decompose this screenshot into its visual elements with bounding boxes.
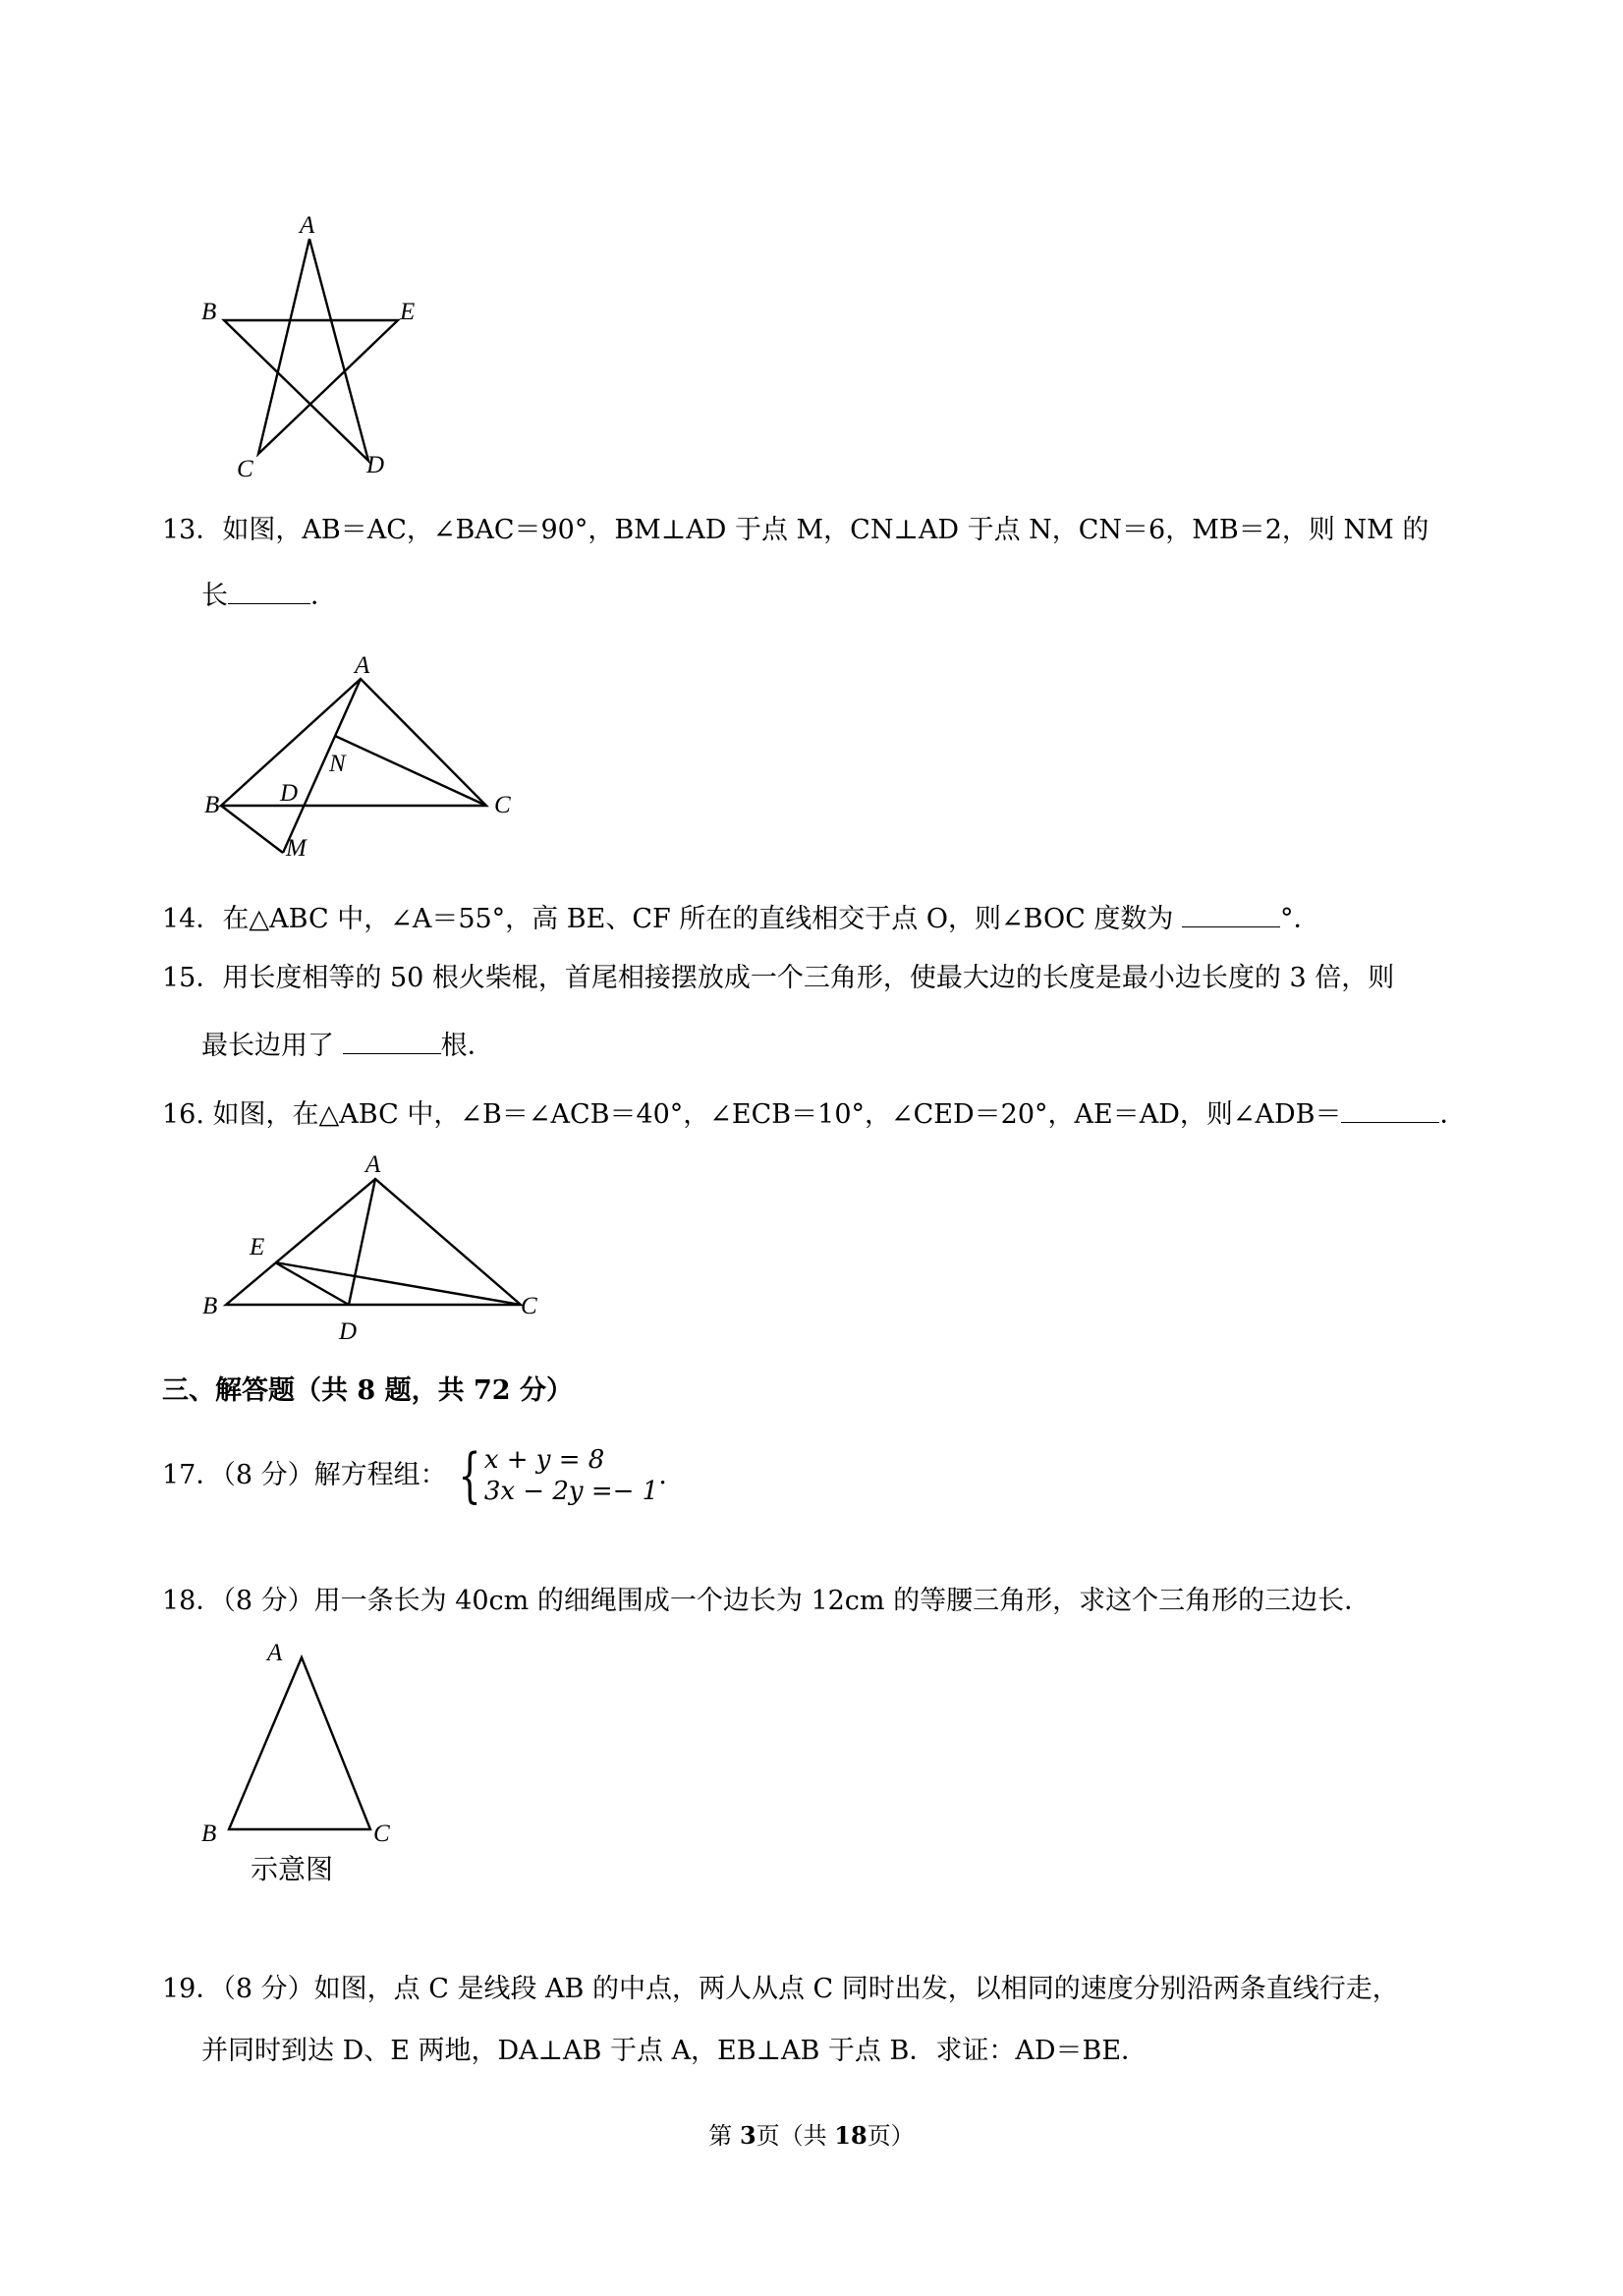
question-19-line2: 并同时到达 D、E 两地，DA⊥AB 于点 A，EB⊥AB 于点 B．求证：AD＝BE． [201,2036,1148,2066]
q13-suffix: ． [310,581,337,611]
label-a: A [300,212,315,239]
footer-middle: 页（共 [756,2122,835,2150]
page-footer [0,2116,1623,2151]
label-c: C [521,1293,537,1319]
isosceles-triangle [229,1657,370,1829]
q15-prefix: 最长边用了 [201,1031,343,1061]
star-outline [224,239,398,461]
line-cn [335,736,486,806]
q16-suffix: ． [1439,1099,1467,1130]
answer-blank-16[interactable] [1341,1094,1439,1123]
question-13-line1: 13．如图，AB＝AC，∠BAC＝90°，BM⊥AD 于点 M，CN⊥AD 于点 N，CN＝6，MB＝2，则 NM 的 [162,515,1429,545]
label-b: B [204,792,220,818]
label-c: C [373,1820,390,1847]
star-figure [192,211,447,486]
question-19-line1: 19．（8 分）如图，点 C 是线段 AB 的中点，两人从点 C 同时出发，以相同的速度分别沿两条直线行走， [162,1974,1399,2004]
figure-caption: 示意图 [251,1853,334,1885]
label-d: D [366,452,385,478]
label-d: D [339,1318,358,1345]
answer-blank-13[interactable] [228,576,310,604]
equation-2: 3x − 2y =− 1 [483,1477,659,1506]
q13-figure [201,644,535,869]
total-pages: 18 [834,2121,867,2150]
equation-1: x + y = 8 [483,1445,605,1475]
q16-figure [196,1145,560,1351]
answer-blank-14[interactable] [1182,899,1280,927]
question-15-line1: 15．用长度相等的 50 根火柴棍，首尾相接摆放成一个三角形，使最大边的长度是最小边长度的 3 倍，则 [162,963,1395,993]
label-c: C [237,456,253,482]
label-d: D [280,780,299,807]
q13-prefix: 长 [201,581,228,611]
label-b: B [201,299,217,325]
q16-prefix: 16. 如图，在△ABC 中，∠B＝∠ACB＝40°，∠ECB＝10°，∠CED＝20°，AE＝AD，则∠ADB＝ [162,1099,1342,1130]
question-13-line2 [201,576,337,614]
label-a: A [355,652,370,679]
q15-suffix: 根． [440,1031,494,1061]
footer-prefix: 第 [708,2122,740,2150]
q17-suffix: . [658,1460,667,1490]
label-n: N [329,751,346,777]
label-b: B [202,1293,218,1319]
label-b: B [201,1820,217,1847]
label-a: A [267,1640,283,1666]
q17-prefix: 17．（8 分）解方程组： [162,1460,447,1490]
question-17 [162,1441,667,1510]
question-15-line2 [201,1026,494,1064]
question-14 [162,899,1319,937]
q14-suffix: °． [1279,904,1320,934]
line-ad-extended [283,679,361,853]
label-c: C [494,792,511,818]
equation-system: { x + y = 8 3x − 2y =− 1 [458,1441,659,1510]
answer-blank-15[interactable] [343,1026,441,1054]
footer-suffix: 页） [867,2122,915,2150]
line-bm [221,806,283,853]
label-e: E [400,299,416,325]
section-heading: 三、解答题（共 8 题，共 72 分） [162,1375,573,1406]
label-e: E [250,1234,265,1260]
question-18: 18．（8 分）用一条长为 40cm 的细绳围成一个边长为 12cm 的等腰三角形，求这个三角形的三边长． [162,1586,1371,1616]
triangle-abc [226,1179,521,1305]
page-number: 3 [739,2121,756,2150]
q18-figure [192,1631,427,1896]
question-16 [162,1094,1466,1133]
q14-prefix: 14．在△ABC 中，∠A＝55°，高 BE、CF 所在的直线相交于点 O，则∠BOC 度数为 [162,904,1182,934]
label-a: A [365,1151,381,1178]
label-m: M [286,835,307,862]
